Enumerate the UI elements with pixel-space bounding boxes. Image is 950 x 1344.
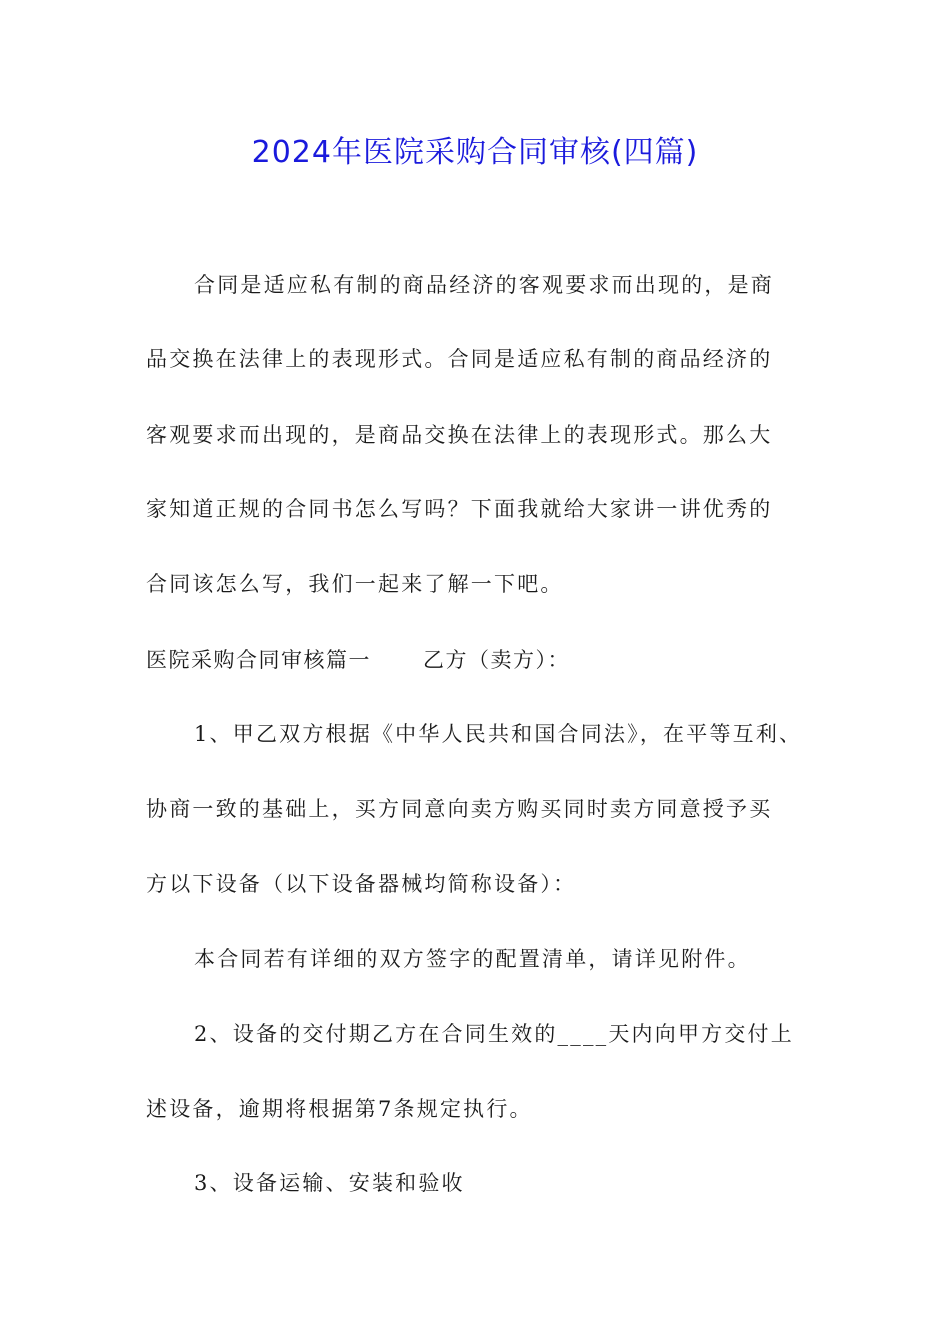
document-title: 2024年医院采购合同审核(四篇): [251, 135, 699, 170]
config-note: 本合同若有详细的双方签字的配置清单，请详见附件。: [194, 947, 751, 971]
section-heading-line: [146, 645, 570, 675]
intro-line-4: 家知道正规的合同书怎么写吗？下面我就给大家讲一讲优秀的: [146, 497, 773, 521]
clause3-heading: 3、设备运输、安装和验收: [194, 1171, 465, 1195]
intro-line-2: 品交换在法律上的表现形式。合同是适应私有制的商品经济的: [146, 347, 773, 371]
clause1-line-3: 方以下设备（以下设备器械均简称设备）：: [146, 872, 577, 896]
section-heading: 医院采购合同审核篇一: [146, 648, 371, 672]
clause1-line-1: 1、甲乙双方根据《中华人民共和国合同法》，在平等互利、: [194, 722, 803, 746]
intro-line-3: 客观要求而出现的，是商品交换在法律上的表现形式。那么大: [146, 423, 773, 447]
clause2-line-2: 述设备，逾期将根据第7条规定执行。: [146, 1097, 533, 1121]
clause1-line-2: 协商一致的基础上，买方同意向卖方购买同时卖方同意授予买: [146, 797, 773, 821]
clause2-line-1: 2、设备的交付期乙方在合同生效的____天内向甲方交付上: [194, 1022, 794, 1046]
intro-line-1: 合同是适应私有制的商品经济的客观要求而出现的，是商: [194, 273, 774, 297]
party-b-label: 乙方（卖方）：: [423, 648, 570, 672]
intro-line-5: 合同该怎么写，我们一起来了解一下吧。: [146, 572, 564, 596]
